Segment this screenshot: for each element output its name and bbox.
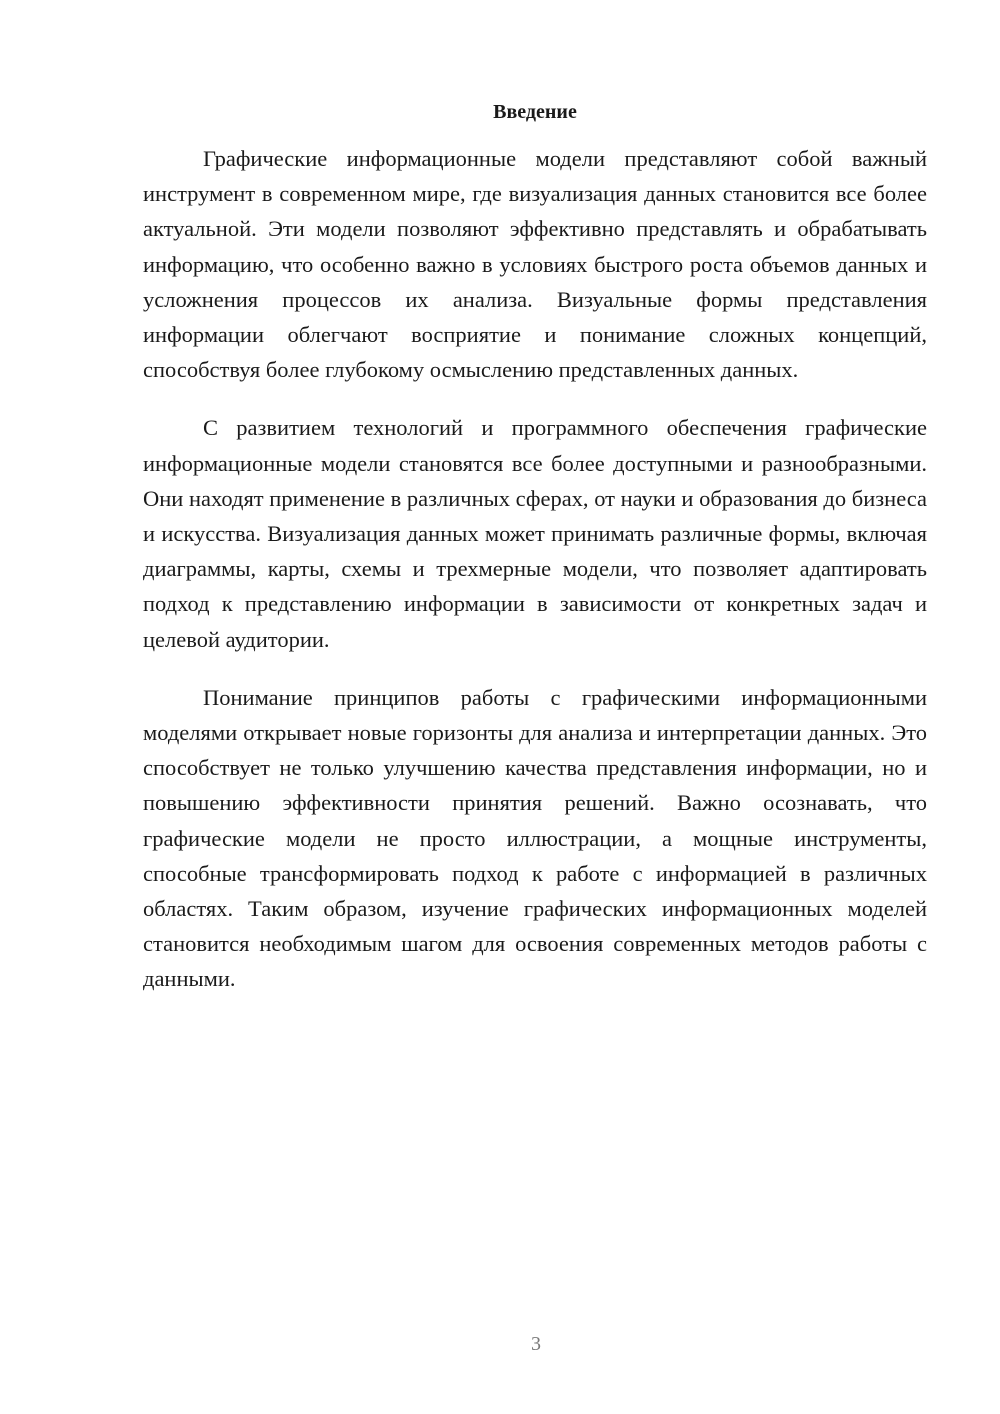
- paragraph-3: Понимание принципов работы с графическими информационными моделями открывает новые горизонты для анализа и интерпретации данных. Это способствует не только улучшению качества представления информации, но и повышению эффективности принятия решений. Важно осознавать, что графические модели не просто иллюстрации, а мощные инструменты, способные трансформировать подход к работе с информацией в различных областях. Таким образом, изучение графических информационных моделей становится необходимым шагом для освоения современных методов работы с данными.: [143, 684, 927, 992]
- section-title: Введение: [493, 101, 577, 123]
- paragraph-1: Графические информационные модели представляют собой важный инструмент в современном мире, где визуализация данных становится все более актуальной. Эти модели позволяют эффективно представлять и обрабатывать информацию, что особенно важно в условиях быстрого роста объемов данных и усложнения процессов их анализа. Визуальные формы представления информации облегчают восприятие и понимание сложных концепций, способствуя более глубокому осмыслению представленных данных.: [143, 146, 927, 383]
- body-text: [143, 141, 927, 997]
- paragraph-2: С развитием технологий и программного обеспечения графические информационные модели становятся все более доступными и разнообразными. Они находят применение в различных сферах, от науки и образования до бизнеса и искусства. Визуализация данных может принимать различные формы, включая диаграммы, карты, схемы и трехмерные модели, что позволяет адаптировать подход к представлению информации в зависимости от конкретных задач и целевой аудитории.: [143, 415, 927, 652]
- page-number: 3: [531, 1333, 541, 1355]
